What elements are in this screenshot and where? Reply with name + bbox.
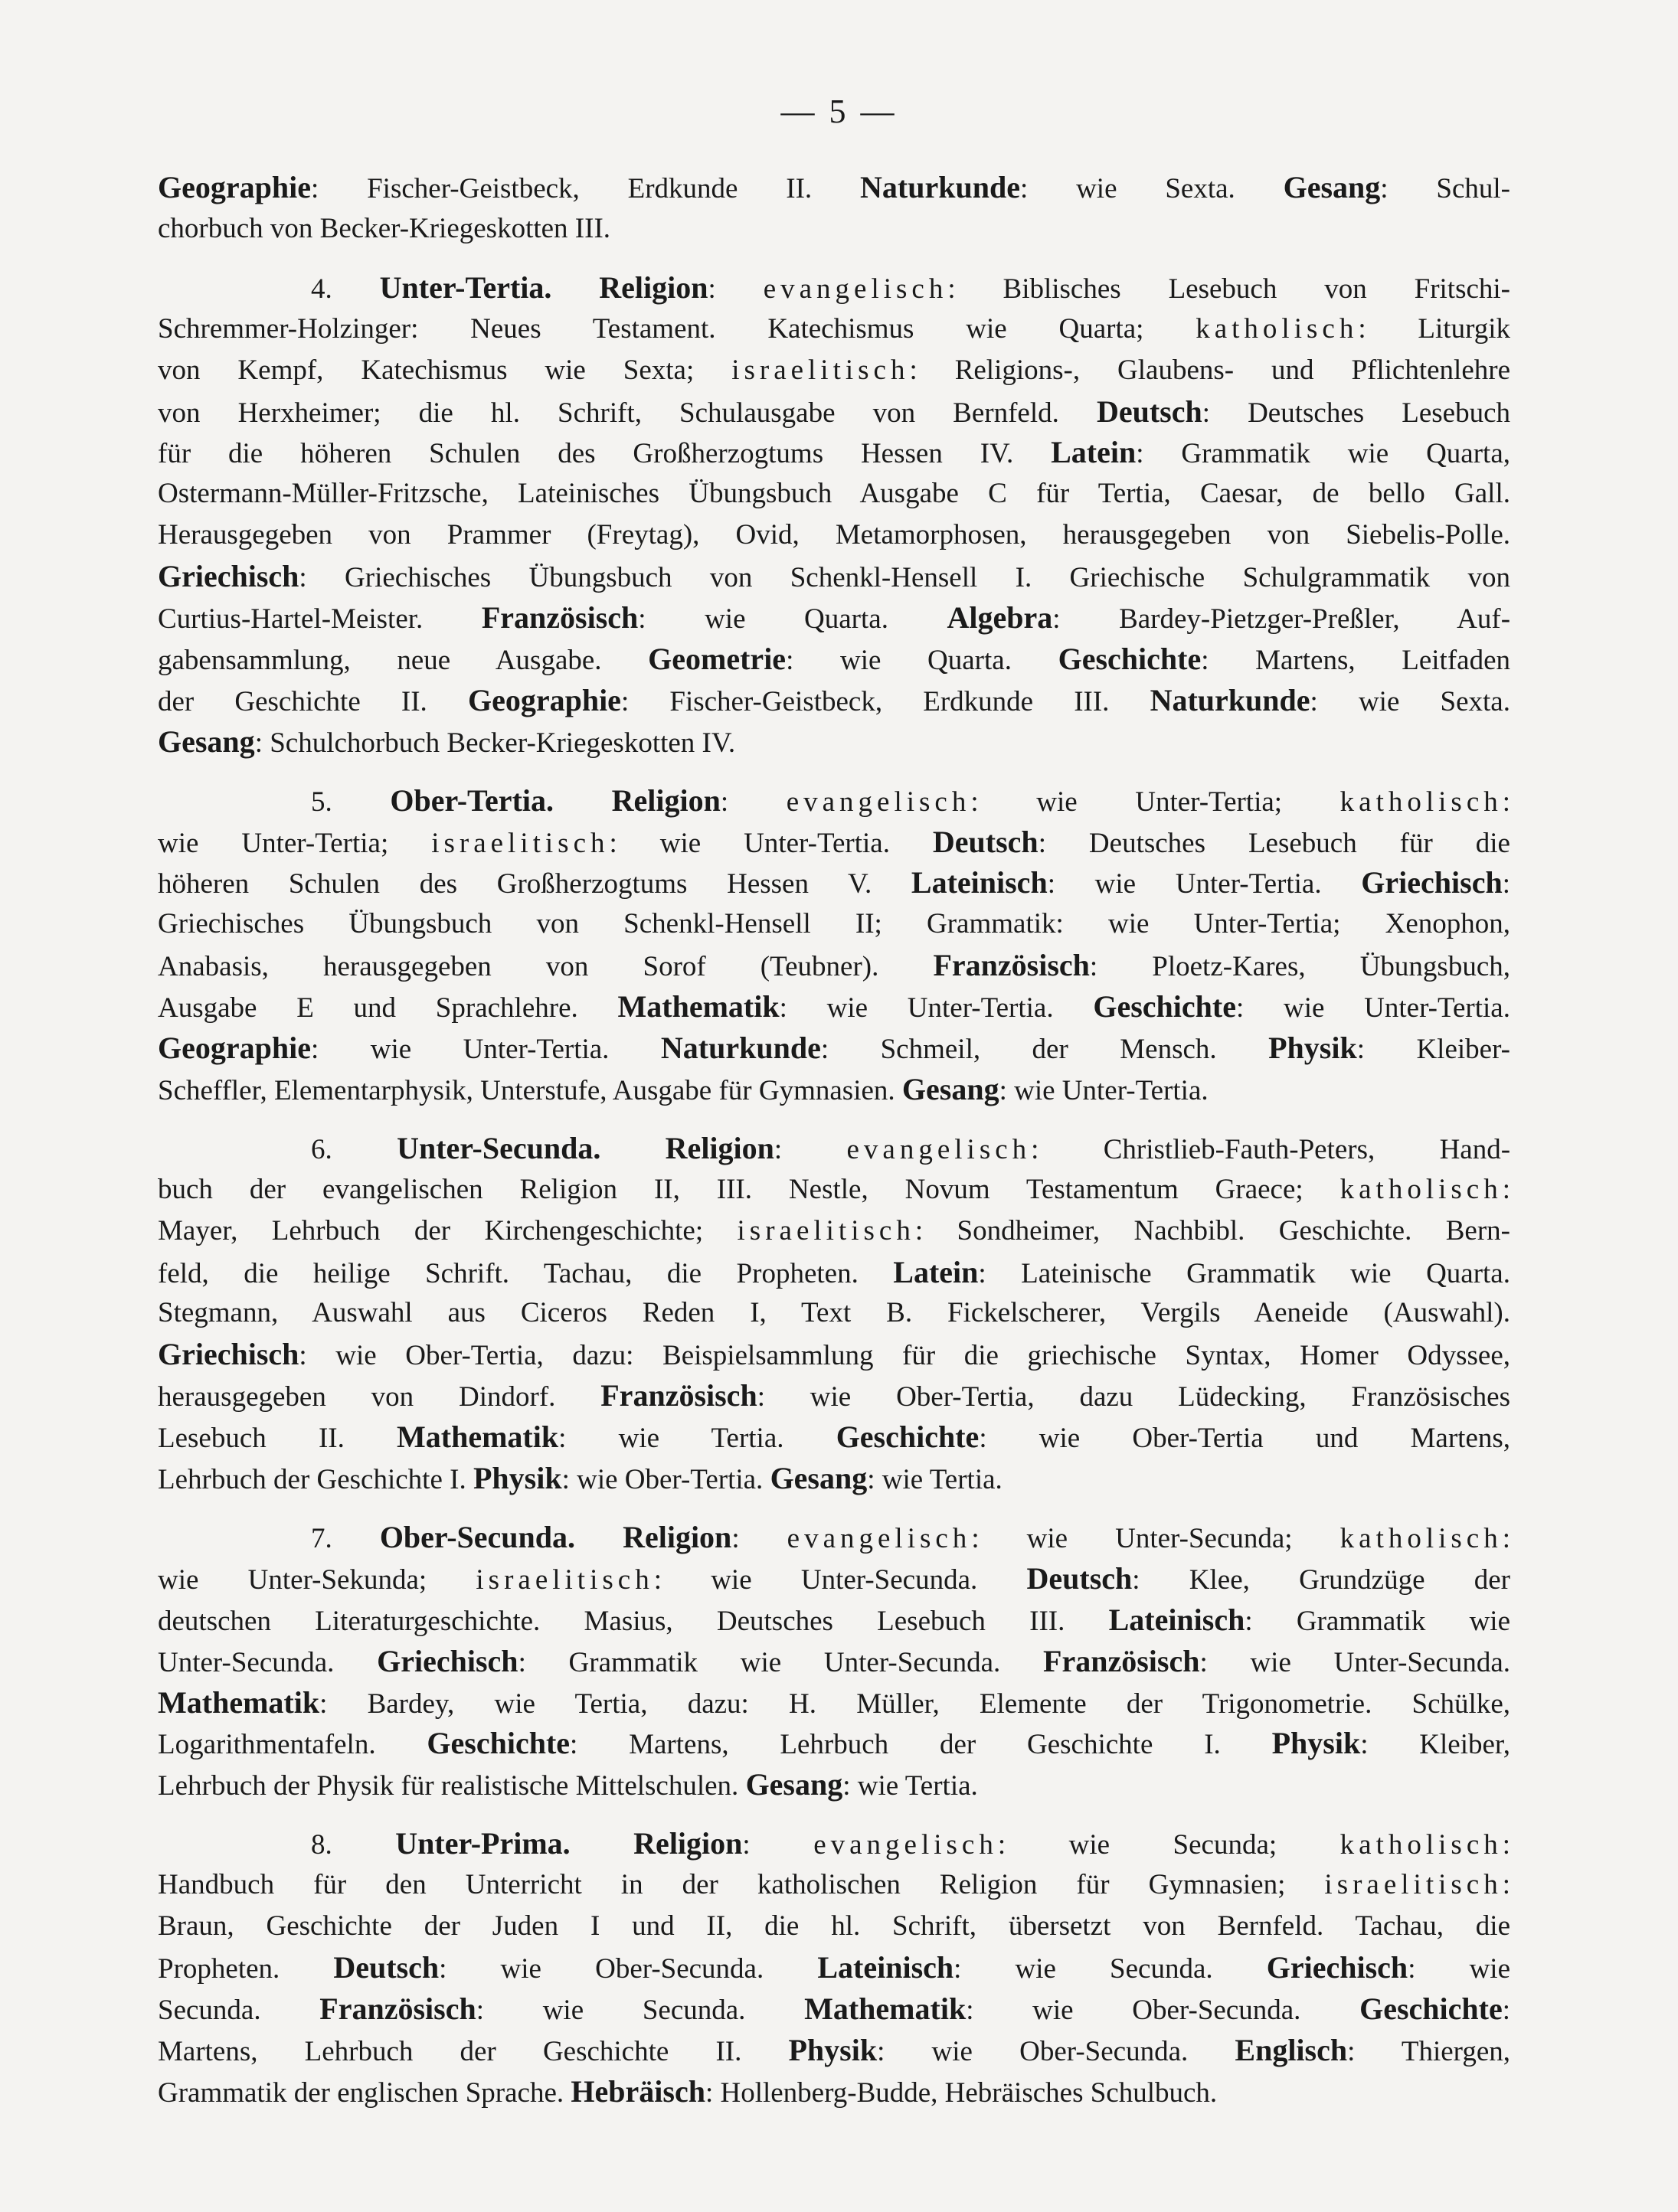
subject-heading: Naturkunde bbox=[660, 1031, 821, 1065]
text-line bbox=[158, 1990, 1510, 2030]
subject-heading: Deutsch bbox=[932, 824, 1039, 859]
subject-heading: Latein bbox=[893, 1254, 979, 1289]
text-run: : bbox=[708, 273, 764, 305]
spaced-term: israelitisch bbox=[1324, 1869, 1503, 1901]
text-line bbox=[158, 1294, 1510, 1332]
text-line bbox=[158, 310, 1510, 348]
subject-heading: Lateinisch bbox=[911, 865, 1048, 900]
text-run: 6. bbox=[311, 1133, 397, 1165]
spaced-term: evangelisch bbox=[763, 273, 948, 305]
text-run: : wie Ober-Tertia, dazu Lüdecking, Französisches bbox=[757, 1381, 1511, 1413]
subject-heading: Ober-Tertia. bbox=[390, 783, 554, 818]
text-run: : wie Unter-Tertia. bbox=[1235, 992, 1510, 1024]
text-line bbox=[158, 1907, 1510, 1946]
text-run: Lesebuch II. bbox=[158, 1423, 397, 1455]
subject-heading: Algebra bbox=[947, 600, 1053, 635]
text-line bbox=[158, 1335, 1510, 1375]
subject-heading: Griechisch bbox=[158, 1337, 299, 1372]
text-run: gabensammlung, neue Ausgabe. bbox=[158, 644, 649, 676]
subject-heading: Religion bbox=[611, 783, 721, 818]
text-run: Stegmann, Auswahl aus Ciceros Reden I, Text B. Fickelscherer, Vergils Aeneide (Auswahl). bbox=[158, 1297, 1510, 1329]
subject-heading: Französisch bbox=[1043, 1643, 1200, 1678]
text-run: : wie Ober-Secunda. bbox=[877, 2035, 1235, 2067]
text-run bbox=[600, 1134, 665, 1165]
text-run: : bbox=[1502, 1994, 1511, 2026]
text-run: : Sondheimer, Nachbibl. Geschichte. Bern- bbox=[914, 1214, 1510, 1246]
text-line bbox=[158, 1766, 1510, 1805]
subject-heading: Religion bbox=[599, 270, 708, 305]
subject-heading: Geometrie bbox=[648, 641, 787, 676]
spaced-term: israelitisch bbox=[731, 354, 910, 386]
subject-heading: Religion bbox=[623, 1519, 732, 1554]
subject-heading: Geographie bbox=[467, 682, 621, 717]
text-run: : Griechisches Übungsbuch von Schenkl-Hensell I. Griechische Schulgrammatik von bbox=[299, 562, 1510, 594]
text-run: : wie Sexta. bbox=[1019, 173, 1284, 204]
text-line bbox=[158, 864, 1510, 903]
text-run: : Schmeil, der Mensch. bbox=[820, 1034, 1269, 1065]
subject-heading: Gesang bbox=[770, 1461, 868, 1495]
text-run: : wie Sexta. bbox=[1310, 685, 1510, 717]
text-line bbox=[158, 723, 1510, 763]
text-run: : Deutsches Lesebuch für die bbox=[1038, 827, 1510, 859]
spaced-term: israelitisch bbox=[737, 1214, 915, 1246]
subject-heading: Französisch bbox=[933, 948, 1090, 983]
text-run: : wie Ober-Tertia und Martens, bbox=[979, 1423, 1511, 1455]
text-run: 8. bbox=[311, 1829, 396, 1861]
page-number: — 5 — bbox=[780, 93, 898, 130]
text-line bbox=[158, 1724, 1510, 1764]
text-line bbox=[311, 782, 1510, 822]
text-run: : Grammatik wie bbox=[1245, 1605, 1510, 1637]
text-run: : wie Tertia. bbox=[558, 1423, 836, 1455]
text-run: von Herxheimer; die hl. Schrift, Schulausgabe von Bernfeld. bbox=[158, 397, 1097, 429]
text-run: : wie Secunda. bbox=[953, 1952, 1267, 1985]
subject-heading: Naturkunde bbox=[1150, 682, 1310, 717]
subject-heading: Lateinisch bbox=[1108, 1602, 1245, 1637]
text-run: Griechisches Übungsbuch von Schenkl-Hensell II; Grammatik: wie Unter-Tertia; Xenophon, bbox=[158, 908, 1510, 940]
text-run: wie Unter-Tertia; bbox=[158, 827, 432, 859]
subject-heading: Hebräisch bbox=[571, 2073, 705, 2109]
text-run: feld, die heilige Schrift. Tachau, die Propheten. bbox=[158, 1257, 894, 1289]
subject-heading: Gesang bbox=[158, 724, 255, 759]
subject-heading: Griechisch bbox=[377, 1643, 518, 1678]
text-run: Ostermann-Müller-Fritzsche, Lateinisches Übungsbuch Ausgabe C für Tertia, Caesar, de bello Gall. bbox=[158, 478, 1510, 510]
text-run: : wie Unter-Secunda; bbox=[971, 1522, 1340, 1554]
text-run: : wie Secunda. bbox=[476, 1994, 805, 2026]
text-run: Logarithmentafeln. bbox=[158, 1729, 427, 1761]
spaced-term: evangelisch bbox=[813, 1829, 998, 1861]
text-run: herausgegeben von Dindorf. bbox=[158, 1381, 601, 1413]
text-run: : Schulchorbuch Becker-Kriegeskotten IV. bbox=[254, 727, 736, 759]
spaced-term: katholisch bbox=[1339, 786, 1503, 818]
subject-heading: Unter-Secunda. bbox=[397, 1130, 601, 1165]
text-run: : wie Tertia. bbox=[867, 1464, 1003, 1495]
text-run: : bbox=[742, 1829, 814, 1861]
text-line bbox=[311, 269, 1510, 309]
subject-heading: Griechisch bbox=[1361, 865, 1503, 900]
text-line bbox=[158, 988, 1510, 1028]
text-run: chorbuch von Becker-Kriegeskotten III. bbox=[158, 212, 611, 244]
text-run: : wie Unter-Tertia. bbox=[609, 827, 933, 859]
subject-heading: Französisch bbox=[319, 1991, 476, 2026]
text-line bbox=[158, 681, 1510, 721]
subject-heading: Geschichte bbox=[1058, 641, 1202, 676]
text-run: Braun, Geschichte der Juden I und II, die hl. Schrift, übersetzt von Bernfeld. Tachau, die bbox=[158, 1910, 1510, 1942]
text-run: buch der evangelischen Religion II, III. Nestle, Novum Testamentum Graece; bbox=[158, 1173, 1340, 1205]
text-run: : wie Ober-Secunda. bbox=[966, 1994, 1360, 2026]
text-run: Martens, Lehrbuch der Geschichte II. bbox=[158, 2035, 789, 2067]
text-run: : Thiergen, bbox=[1347, 2035, 1510, 2067]
subject-heading: Französisch bbox=[481, 600, 639, 635]
subject-heading: Griechisch bbox=[1266, 1949, 1408, 1985]
text-run: : wie Unter-Tertia. bbox=[310, 1034, 661, 1065]
text-run: : wie Ober-Secunda. bbox=[439, 1952, 818, 1985]
text-run: : bbox=[774, 1133, 847, 1165]
subject-heading: Religion bbox=[665, 1130, 774, 1165]
text-line bbox=[158, 2031, 1510, 2071]
subject-heading: Religion bbox=[633, 1826, 743, 1861]
text-run: der Geschichte II. bbox=[158, 685, 468, 717]
text-run: 7. bbox=[311, 1522, 380, 1554]
text-line bbox=[158, 1171, 1510, 1209]
text-run: : bbox=[1502, 1522, 1511, 1554]
text-run: Herausgegeben von Prammer (Freytag), Ovid, Metamorphosen, herausgegeben von Siebelis-Polle. bbox=[158, 519, 1510, 551]
subject-heading: Geschichte bbox=[1093, 989, 1236, 1024]
subject-heading: Deutsch bbox=[1096, 394, 1202, 429]
text-run: : Grammatik wie Unter-Secunda. bbox=[518, 1646, 1044, 1678]
text-run: : bbox=[1502, 868, 1510, 900]
text-line bbox=[158, 1253, 1510, 1293]
text-run: Lehrbuch der Physik für realistische Mittelschulen. bbox=[158, 1770, 746, 1802]
subject-heading: Physik bbox=[788, 2032, 878, 2067]
text-run: Lehrbuch der Geschichte I. bbox=[158, 1464, 473, 1495]
text-run: : Religions-, Glaubens- und Pflichtenlehre bbox=[909, 354, 1510, 386]
text-line bbox=[158, 1418, 1510, 1458]
text-run: : Kleiber- bbox=[1356, 1034, 1510, 1065]
subject-heading: Geschichte bbox=[1359, 1991, 1503, 2026]
text-run: : wie Tertia. bbox=[842, 1770, 978, 1802]
text-run: : wie Unter-Secunda. bbox=[1199, 1646, 1511, 1678]
spaced-term: katholisch bbox=[1339, 1829, 1503, 1861]
text-run: : Hollenberg-Budde, Hebräisches Schulbuch. bbox=[705, 2076, 1218, 2109]
spaced-term: israelitisch bbox=[476, 1563, 654, 1596]
text-run: : Schul- bbox=[1380, 173, 1511, 204]
text-run bbox=[575, 1523, 623, 1554]
text-run: Ausgabe E und Sprachlehre. bbox=[158, 992, 618, 1024]
text-run: : wie Quarta. bbox=[786, 644, 1058, 676]
text-run: : wie Quarta. bbox=[638, 603, 947, 635]
spaced-term: evangelisch bbox=[846, 1133, 1032, 1165]
text-line bbox=[158, 599, 1510, 639]
spaced-term: katholisch bbox=[1339, 1173, 1503, 1205]
text-line bbox=[158, 475, 1510, 513]
subject-heading: Unter-Prima. bbox=[395, 1826, 571, 1861]
text-run bbox=[571, 1829, 634, 1861]
spaced-term: israelitisch bbox=[431, 827, 610, 859]
text-run: 5. bbox=[311, 786, 391, 818]
text-line bbox=[158, 433, 1510, 473]
subject-heading: Geschichte bbox=[427, 1726, 571, 1761]
text-run: Scheffler, Elementarphysik, Unterstufe, Ausgabe für Gymnasien. bbox=[158, 1074, 902, 1106]
subject-heading: Geographie bbox=[158, 170, 311, 204]
text-line bbox=[158, 1560, 1510, 1599]
text-line bbox=[311, 1518, 1510, 1558]
subject-heading: Englisch bbox=[1235, 2032, 1348, 2067]
text-run: deutschen Literaturgeschichte. Masius, Deutsches Lesebuch III. bbox=[158, 1605, 1109, 1637]
spaced-term: evangelisch bbox=[787, 1522, 972, 1554]
text-run: : Ploetz-Kares, Übungsbuch, bbox=[1089, 951, 1510, 983]
text-run: : Fischer-Geistbeck, Erdkunde II. bbox=[310, 173, 861, 204]
text-run: höheren Schulen des Großherzogtums Hessen V. bbox=[158, 868, 911, 900]
text-run: 4. bbox=[311, 273, 380, 305]
text-line bbox=[158, 1949, 1510, 1988]
text-run: : Bardey-Pietzger-Preßler, Auf- bbox=[1052, 603, 1511, 635]
text-run: von Kempf, Katechismus wie Sexta; bbox=[158, 354, 732, 386]
subject-heading: Naturkunde bbox=[860, 170, 1020, 204]
text-run: : Klee, Grundzüge der bbox=[1132, 1563, 1510, 1596]
text-run: : bbox=[731, 1522, 787, 1554]
text-run: : bbox=[1502, 786, 1511, 818]
subject-heading: Mathematik bbox=[158, 1684, 320, 1720]
text-run: : wie Unter-Tertia. bbox=[1047, 868, 1362, 900]
subject-heading: Gesang bbox=[1283, 170, 1381, 204]
text-run: : wie Ober-Tertia, dazu: Beispielsammlung für die griechische Syntax, Homer Odyssee, bbox=[299, 1340, 1510, 1372]
text-line bbox=[158, 1029, 1510, 1069]
text-run: : bbox=[1502, 1869, 1510, 1901]
text-line bbox=[158, 1601, 1510, 1641]
subject-heading: Deutsch bbox=[1026, 1560, 1133, 1596]
text-line bbox=[311, 1129, 1510, 1169]
text-run: : bbox=[720, 786, 787, 818]
text-run: : Deutsches Lesebuch bbox=[1202, 397, 1510, 429]
subject-heading: Ober-Secunda. bbox=[379, 1519, 576, 1554]
subject-heading: Französisch bbox=[600, 1378, 757, 1413]
text-run: : wie bbox=[1408, 1952, 1510, 1985]
subject-heading: Physik bbox=[473, 1461, 562, 1495]
text-run: für die höheren Schulen des Großherzogtums Hessen IV. bbox=[158, 438, 1052, 470]
text-run: : Martens, Leitfaden bbox=[1201, 644, 1510, 676]
text-line bbox=[158, 393, 1510, 433]
text-line bbox=[158, 823, 1510, 863]
subject-heading: Deutsch bbox=[333, 1949, 440, 1985]
text-line bbox=[158, 1377, 1510, 1416]
text-run: Anabasis, herausgegeben von Sorof (Teubner). bbox=[158, 951, 934, 983]
text-run: : wie Unter-Tertia. bbox=[999, 1074, 1209, 1106]
text-run: : Fischer-Geistbeck, Erdkunde III. bbox=[620, 685, 1150, 717]
subject-heading: Physik bbox=[1271, 1726, 1361, 1761]
text-run: : bbox=[1502, 1829, 1511, 1861]
subject-heading: Unter-Tertia. bbox=[379, 270, 552, 305]
text-run: : wie Unter-Tertia. bbox=[779, 992, 1094, 1024]
subject-heading: Geschichte bbox=[836, 1420, 980, 1455]
spaced-term: evangelisch bbox=[786, 786, 971, 818]
text-line bbox=[158, 210, 1510, 248]
text-line bbox=[158, 168, 1510, 208]
text-line bbox=[158, 1866, 1510, 1904]
text-run bbox=[551, 273, 599, 305]
spaced-term: katholisch bbox=[1196, 312, 1359, 345]
text-run: : wie Unter-Secunda. bbox=[653, 1563, 1027, 1596]
text-run: Secunda. bbox=[158, 1994, 320, 2026]
text-run: : wie Ober-Tertia. bbox=[561, 1464, 770, 1495]
subject-heading: Geographie bbox=[158, 1031, 311, 1065]
text-line bbox=[311, 1825, 1510, 1864]
text-line bbox=[158, 1642, 1510, 1682]
text-line bbox=[158, 351, 1510, 390]
text-run bbox=[554, 786, 612, 818]
text-run: : Bardey, wie Tertia, dazu: H. Müller, Elemente der Trigonometrie. Schülke, bbox=[319, 1688, 1510, 1720]
text-run: Propheten. bbox=[158, 1952, 334, 1985]
text-run: : Lateinische Grammatik wie Quarta. bbox=[978, 1257, 1510, 1289]
text-run: : Christlieb-Fauth-Peters, Hand- bbox=[1031, 1133, 1511, 1165]
spaced-term: katholisch bbox=[1339, 1522, 1503, 1554]
subject-heading: Griechisch bbox=[158, 559, 299, 594]
text-run: : wie Unter-Tertia; bbox=[970, 786, 1340, 818]
text-run: Unter-Secunda. bbox=[158, 1646, 378, 1678]
text-run: Grammatik der englischen Sprache. bbox=[158, 2076, 571, 2109]
text-line bbox=[158, 557, 1510, 597]
text-line bbox=[158, 905, 1510, 943]
text-run: : wie Secunda; bbox=[997, 1829, 1340, 1861]
text-line bbox=[158, 1459, 1510, 1499]
text-run: wie Unter-Sekunda; bbox=[158, 1563, 476, 1596]
subject-heading: Gesang bbox=[745, 1767, 843, 1802]
text-run: : Biblisches Lesebuch von Fritschi- bbox=[947, 273, 1510, 305]
text-run: : bbox=[1502, 1173, 1510, 1205]
subject-heading: Gesang bbox=[901, 1071, 999, 1106]
text-run: Mayer, Lehrbuch der Kirchengeschichte; bbox=[158, 1214, 738, 1246]
text-run: Schremmer-Holzinger: Neues Testament. Katechismus wie Quarta; bbox=[158, 312, 1196, 345]
text-line bbox=[158, 1212, 1510, 1250]
text-line bbox=[158, 1684, 1510, 1724]
subject-heading: Mathematik bbox=[804, 1991, 967, 2026]
subject-heading: Latein bbox=[1051, 435, 1137, 470]
text-line bbox=[158, 2073, 1510, 2112]
text-line bbox=[158, 640, 1510, 680]
text-run: Handbuch für den Unterricht in der katholischen Religion für Gymnasien; bbox=[158, 1869, 1325, 1901]
subject-heading: Lateinisch bbox=[817, 1949, 954, 1985]
text-run: Curtius-Hartel-Meister. bbox=[158, 603, 482, 635]
text-run: : Martens, Lehrbuch der Geschichte I. bbox=[570, 1729, 1272, 1761]
subject-heading: Mathematik bbox=[397, 1420, 559, 1455]
text-line bbox=[158, 1070, 1510, 1110]
subject-heading: Mathematik bbox=[617, 989, 780, 1024]
subject-heading: Physik bbox=[1268, 1031, 1357, 1065]
text-line bbox=[158, 516, 1510, 554]
text-run: : Liturgik bbox=[1358, 312, 1511, 345]
text-run: : Grammatik wie Quarta, bbox=[1136, 438, 1510, 470]
text-run: : Kleiber, bbox=[1360, 1729, 1510, 1761]
text-line bbox=[158, 946, 1510, 986]
